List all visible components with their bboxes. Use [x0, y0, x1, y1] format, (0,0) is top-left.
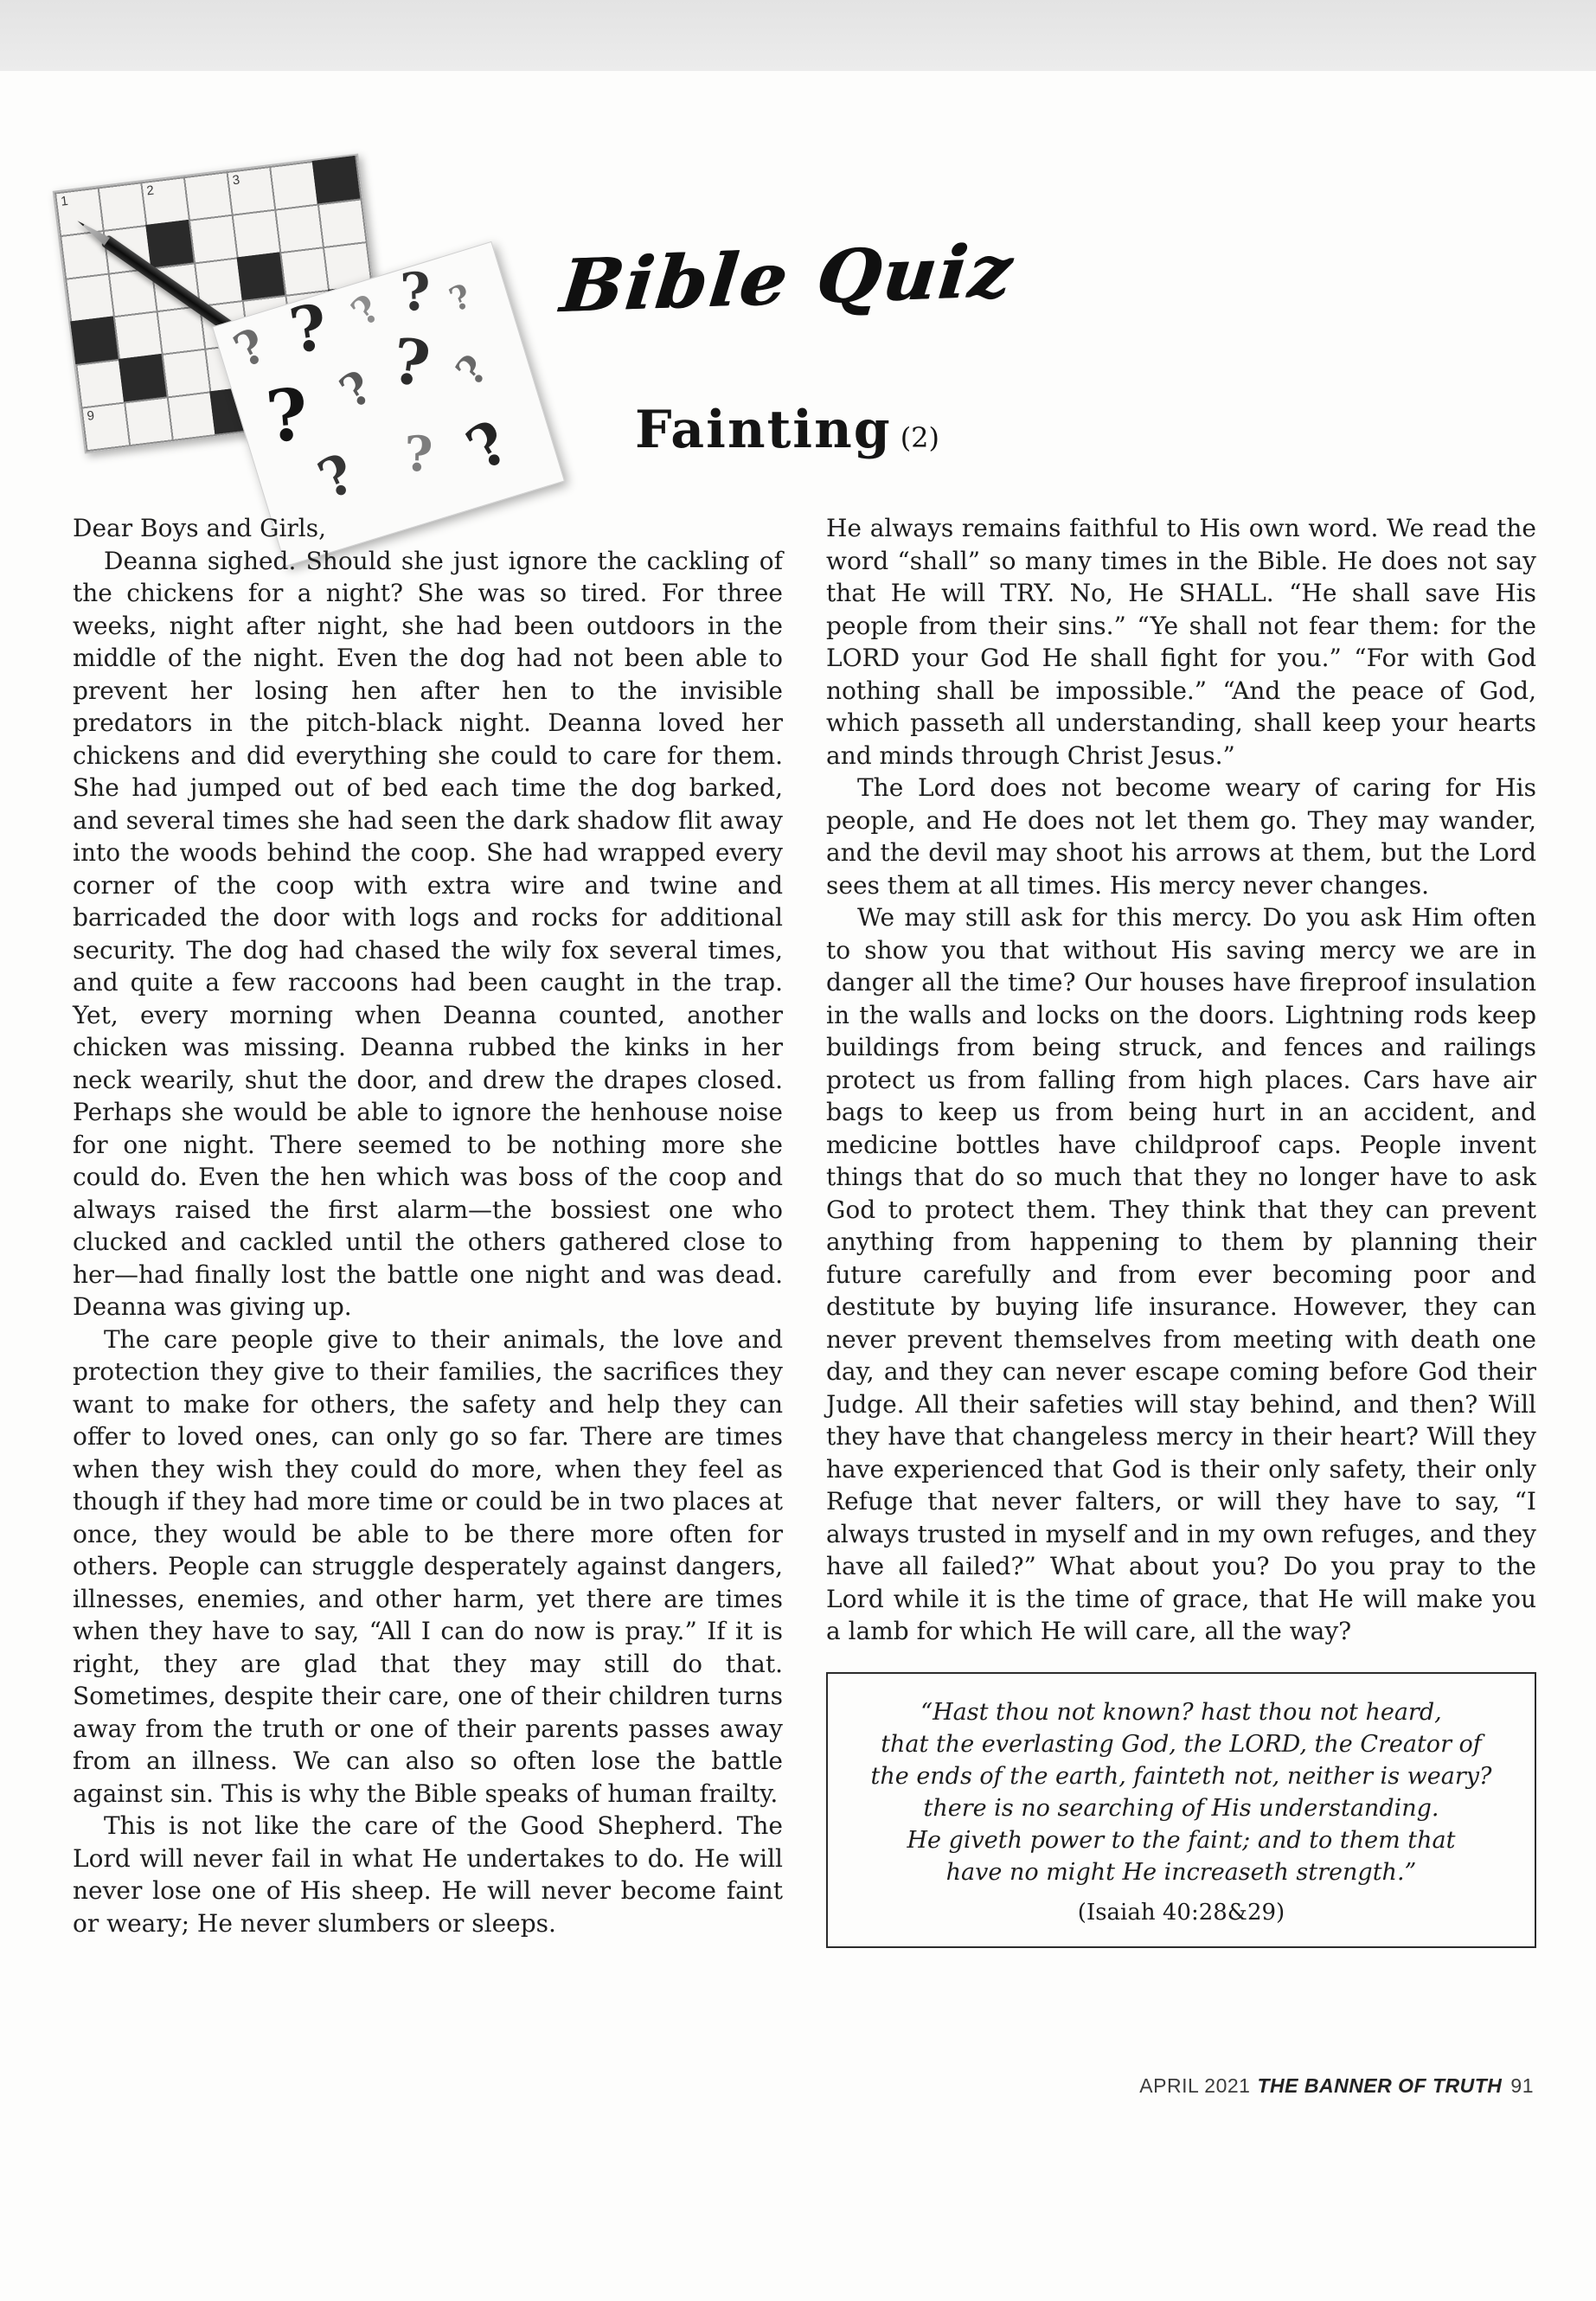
crossword-number: 3	[231, 172, 241, 189]
footer-page-number: 91	[1510, 2074, 1534, 2097]
page-top-band	[0, 0, 1596, 71]
paragraph: The care people give to their animals, the love and protection they give to their families, the sacrifices they want to make for others, the safety and help they can offer to loved ones, can only go so far. There are times when they wish they could do more, when they feel as though if they had more time or could be in two places at once, they would be able to be there more often for others. People can struggle desperately against dangers, illnesses, enemies, and other harm, yet there are times when they have to say, “All I can do now is pray.” If it is right, they are glad that they may still do that. Sometimes, despite their care, one of their children turns away from the truth or one of their parents passes away from an illness. We can also so often lose the battle against sin. This is why the Bible speaks of human frailty.	[73, 1324, 783, 1808]
quote-line: the ends of the earth, fainteth not, neither is weary?	[870, 1762, 1492, 1790]
footer-magazine-name: THE BANNER OF TRUTH	[1257, 2074, 1503, 2097]
crossword-number: 2	[145, 183, 155, 199]
article-title: Fainting	[634, 400, 892, 460]
question-mark-icon: ?	[225, 317, 275, 379]
paragraph: We may still ask for this mercy. Do you ask Him often to show you that without His saving mercy we are in danger all the time? Our houses have fireproof insulation in the walls and locks on the doors. Lightning rods keep buildings from being struck, and fences and railings protect us from falling from high places. Cars have air bags to keep us from being hurt in an accident, and medicine bottles have childproof caps. People invent things that do so much that they no longer have to ask God to protect them. They think that they can prevent anything from happening to them by planning their future carefully and from ever becoming poor and destitute by buying life insurance. However, they can never prevent themselves from meeting with death one day, and they can never escape coming before God their Judge. All their safeties will stay behind, and then? Will they have that changeless mercy in their heart? Will they have experienced that God is their only safety, their only Refuge that never falters, or will they have to say, “I always trusted in myself and in my own refuges, and they have all failed?” What about you? Do you pray to the Lord while it is the time of grace, that He will make you a lamb for which He will care, all the way?	[826, 903, 1536, 1645]
question-mark-icon: ?	[443, 275, 477, 319]
scripture-quote-box	[826, 1672, 1536, 1948]
paragraph: He always remains faithful to His own word. We read the word “shall” so many times in the Bible. He does not say that He will TRY. No, He SHALL. “He shall save His people from their sins.” “Ye shall not fear them: for the LORD your God He shall fight for you.” “For with God nothing shall be impossible.” “And the peace of God, which passeth all understanding, shall keep your hearts and minds through Christ Jesus.”	[826, 514, 1536, 770]
crossword-number: 9	[86, 407, 96, 424]
crossword-number: 1	[60, 193, 69, 209]
page-footer	[1139, 2074, 1534, 2098]
question-mark-icon: ?	[343, 286, 389, 336]
decorative-photo-collage	[59, 157, 526, 521]
paragraph: Deanna sighed. Should she just ignore the cackling of the chickens for a night? She was so tired. For three weeks, night after night, she had been outdoors in the middle of the night. Even the dog had not been able to prevent her losing hen after hen to the invisible predators in the pitch-black night. Deanna loved her chickens and did everything she could to care for them. She had jumped out of bed each time the dog barked, and several times she had seen the dark shadow flit away into the woods behind the coop. She had wrapped every corner of the coop with extra wire and twine and barricaded the door with logs and rocks for additional security. The dog had chased the wily fox several times, and quite a few raccoons had been caught in the trap. Yet, every morning when Deanna counted, another chicken was missing. Deanna rubbed the kinks in her neck wearily, shut the door, and drew the drapes closed. Perhaps she would be able to ignore the henhouse noise for one night. There seemed to be nothing more she could do. Even the hen which was boss of the coop and always raised the first alarm—the bossiest one who clucked and cackled until the others gathered close to her—had finally lost the battle one night and was dead. Deanna was giving up.	[73, 546, 783, 1321]
article-title-part-number: (2)	[900, 421, 940, 454]
paragraph: This is not like the care of the Good Shepherd. The Lord will never fail in what He undertakes to do. He will never lose one of His sheep. He will never become faint or weary; He never slumbers or sleeps.	[73, 1811, 783, 1938]
section-header	[484, 227, 1090, 330]
crossword-black-cell	[237, 252, 285, 300]
quote-line: that the everlasting God, the LORD, the Creator of	[881, 1730, 1482, 1758]
section-title-bible-quiz: Bible Quiz	[556, 227, 1018, 330]
quote-line: “Hast thou not known? hast thou not heard,	[920, 1698, 1442, 1726]
quote-line: there is no searching of His understanding.	[923, 1794, 1439, 1822]
question-mark-icon: ?	[404, 426, 433, 484]
question-mark-icon: ?	[262, 372, 312, 459]
question-mark-icon: ?	[330, 360, 381, 420]
quote-line: have no might He increaseth strength.”	[945, 1858, 1417, 1886]
article-header	[484, 400, 1090, 460]
footer-issue-date: APRIL 2021	[1139, 2074, 1251, 2097]
question-mark-icon: ?	[388, 323, 435, 401]
quote-line: He giveth power to the faint; and to them that	[907, 1826, 1456, 1854]
article-body	[73, 512, 1536, 1948]
quote-citation: (Isaiah 40:28&29)	[1077, 1899, 1285, 1926]
question-mark-icon: ?	[446, 345, 497, 395]
left-column	[73, 512, 783, 1948]
paragraph: The Lord does not become weary of caring for His people, and He does not let them go. They may wander, and the devil may shoot his arrows at them, but the Lord sees them at all times. His mercy never changes.	[826, 773, 1536, 900]
paragraph-salutation: Dear Boys and Girls,	[73, 514, 327, 542]
question-mark-icon: ?	[455, 407, 521, 485]
crossword-black-cell	[312, 156, 361, 204]
right-column	[826, 512, 1536, 1948]
question-mark-icon: ?	[285, 289, 333, 368]
question-mark-icon: ?	[399, 261, 433, 324]
crossword-black-cell	[145, 220, 194, 268]
question-mark-icon: ?	[309, 440, 364, 512]
crossword-black-cell	[119, 354, 167, 402]
crossword-black-cell	[70, 316, 119, 364]
